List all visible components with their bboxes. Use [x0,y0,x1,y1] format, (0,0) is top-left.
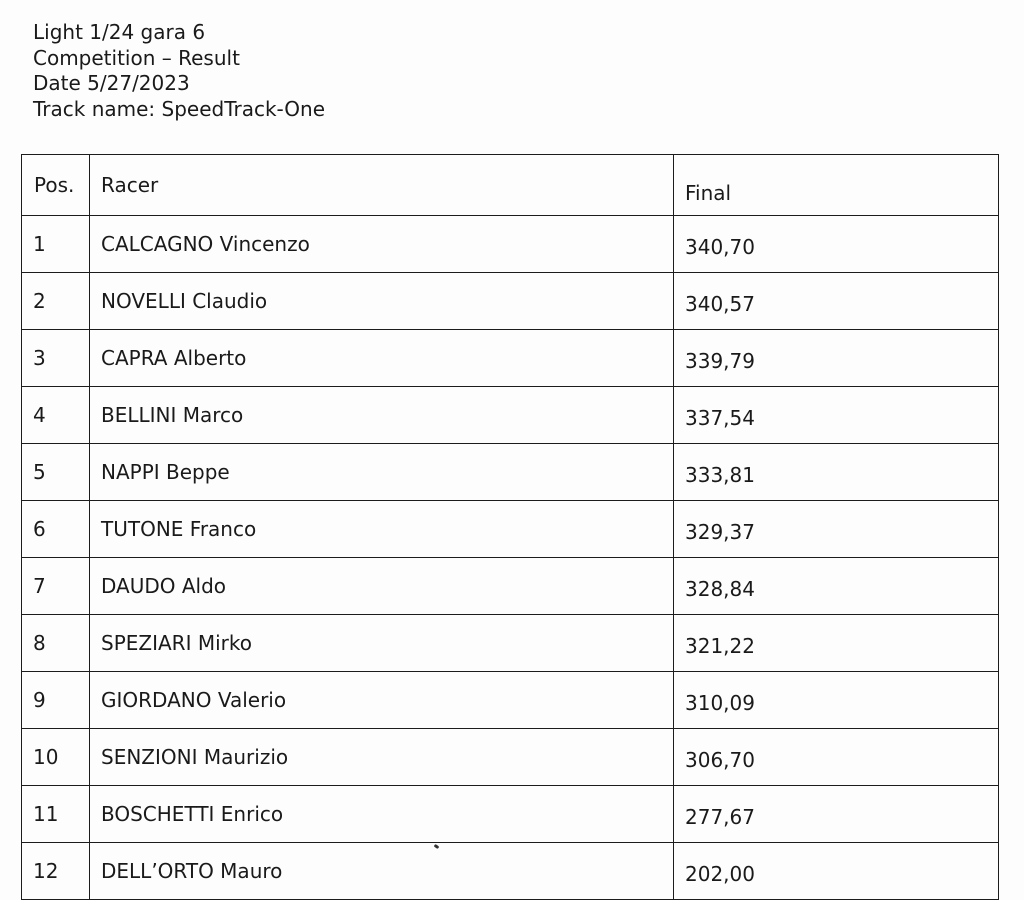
cell-racer: SENZIONI Maurizio [90,729,674,786]
table-row [22,216,999,273]
cell-racer: GIORDANO Valerio [90,672,674,729]
results-table [21,154,999,900]
cell-final: 277,67 [674,786,999,843]
table-row [22,786,999,843]
cell-pos: 11 [22,786,90,843]
cell-pos: 9 [22,672,90,729]
cell-racer: CAPRA Alberto [90,330,674,387]
table-row [22,387,999,444]
cell-pos: 12 [22,843,90,900]
table-row [22,843,999,900]
table-row [22,273,999,330]
cell-final: 306,70 [674,729,999,786]
document-header [33,20,325,122]
cell-pos: 1 [22,216,90,273]
cell-final: 339,79 [674,330,999,387]
competition-subtitle: Competition – Result [33,45,240,70]
cell-racer: DAUDO Aldo [90,558,674,615]
cell-pos: 6 [22,501,90,558]
cell-pos: 2 [22,273,90,330]
cell-racer: DELL’ORTO Mauro [90,843,674,900]
cell-final: 310,09 [674,672,999,729]
table-row [22,558,999,615]
cell-final: 202,00 [674,843,999,900]
cell-racer: TUTONE Franco [90,501,674,558]
cell-racer: NAPPI Beppe [90,444,674,501]
table-row [22,615,999,672]
cell-final: 340,70 [674,216,999,273]
event-date: Date 5/27/2023 [33,71,190,95]
cell-racer: BELLINI Marco [90,387,674,444]
cell-final: 333,81 [674,444,999,501]
results-body [22,216,999,900]
cell-racer: BOSCHETTI Enrico [90,786,674,843]
track-name: Track name: SpeedTrack-One [33,96,326,121]
table-row [22,672,999,729]
cell-final: 329,37 [674,501,999,558]
cell-pos: 3 [22,330,90,387]
cell-pos: 8 [22,615,90,672]
column-header-final: Final [674,155,999,216]
cell-final: 321,22 [674,615,999,672]
cell-racer: SPEZIARI Mirko [90,615,674,672]
cell-final: 337,54 [674,387,999,444]
cell-racer: NOVELLI Claudio [90,273,674,330]
column-header-pos: Pos. [22,155,90,216]
table-row [22,444,999,501]
table-row [22,330,999,387]
cell-pos: 5 [22,444,90,501]
table-header-row [22,155,999,216]
cell-pos: 10 [22,729,90,786]
cell-final: 328,84 [674,558,999,615]
cell-pos: 4 [22,387,90,444]
cell-pos: 7 [22,558,90,615]
cell-racer: CALCAGNO Vincenzo [90,216,674,273]
column-header-racer: Racer [90,155,674,216]
event-title: Light 1/24 gara 6 [33,20,206,44]
table-row [22,501,999,558]
table-row [22,729,999,786]
cell-final: 340,57 [674,273,999,330]
